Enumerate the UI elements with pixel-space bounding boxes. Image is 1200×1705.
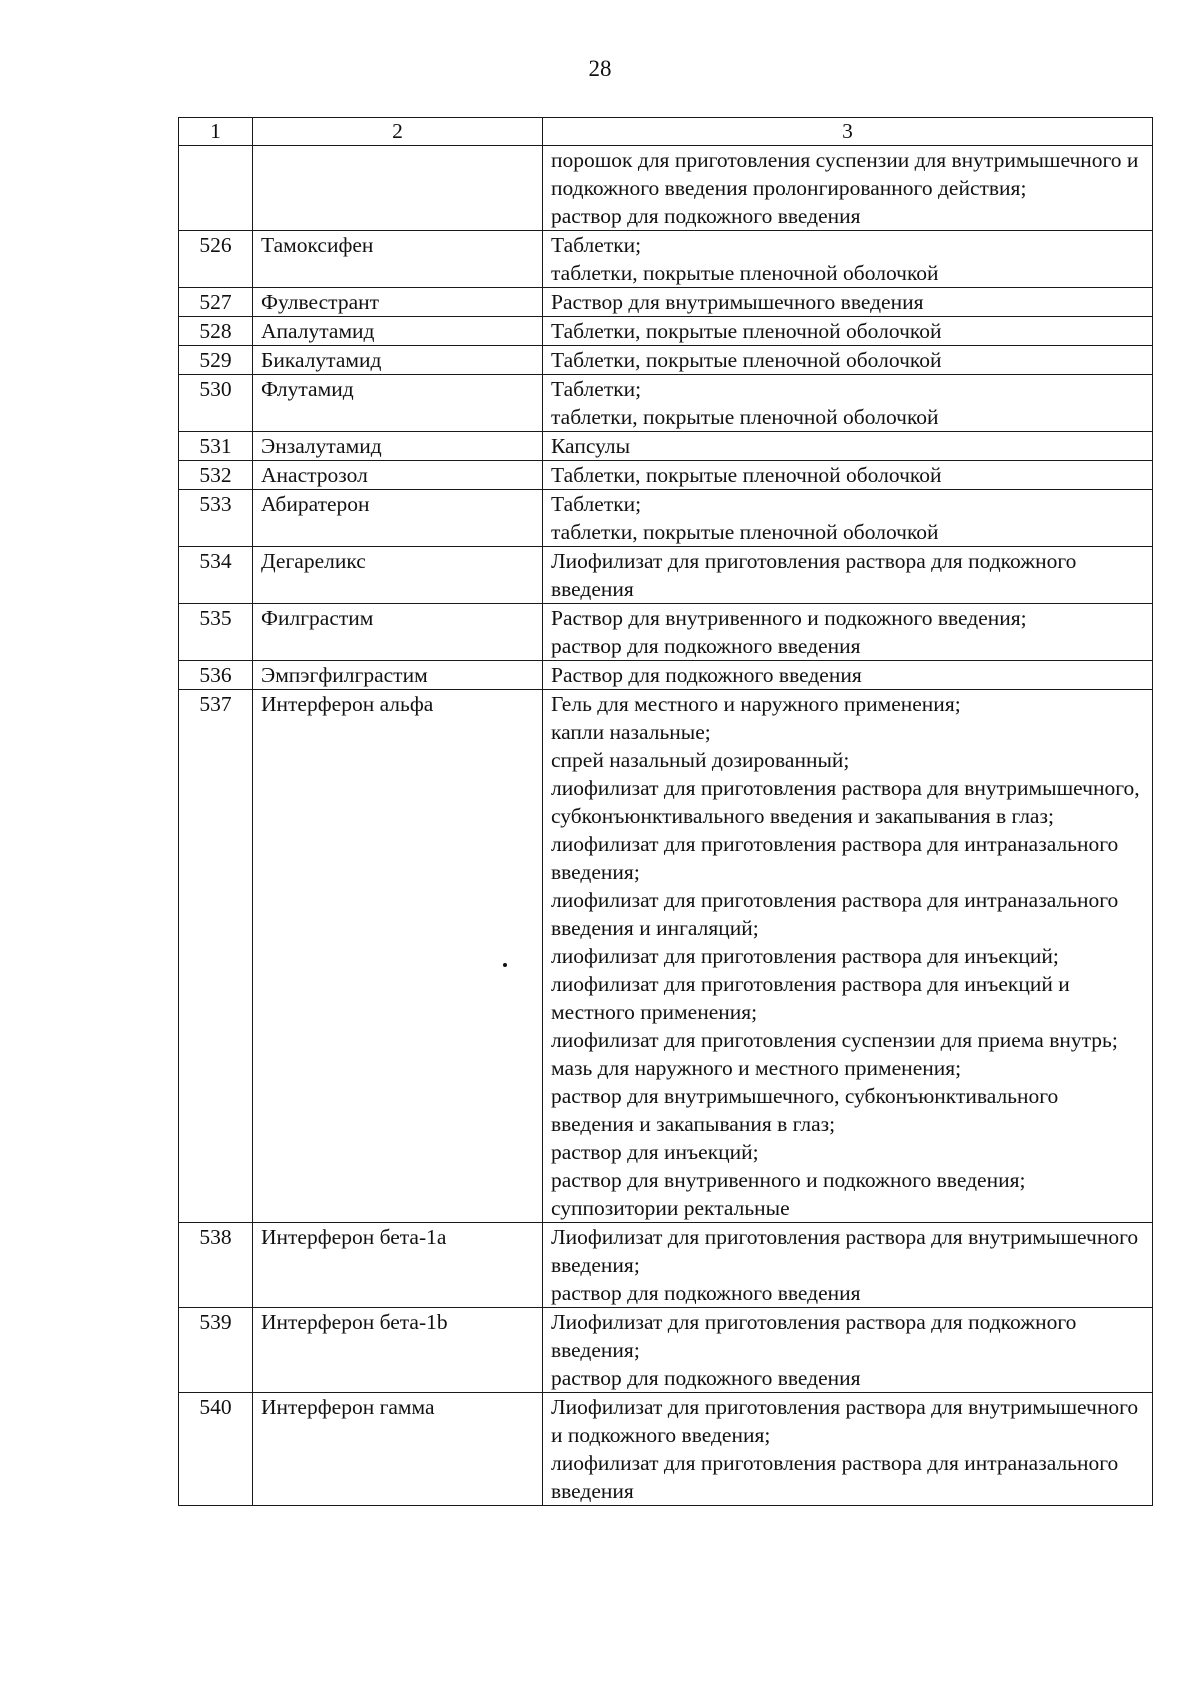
dosage-forms: Гель для местного и наружного применения; капли назальные; спрей назальный дозированный; лиофилизат для приготовления раствора для внутримышечного, субконъюнктивального введения и закапывания в глаз; лиофилизат для приготовления раствора для интраназального введения; лиофилизат для приготовления раствора для интраназального введения и ингаляций; лиофилизат для приготовления раствора для инъекций; лиофилизат для приготовления раствора для инъекций и местного применения; лиофилизат для приготовления суспензии для приема внутрь; мазь для наружного и местного применения; раствор для внутримышечного, субконъюнктивального введения и закапывания в глаз; раствор для инъекций; раствор для внутривенного и подкожного введения; суппозитории ректальные	[543, 690, 1153, 1223]
header-col-2: 2	[253, 118, 543, 146]
table-row	[179, 146, 1153, 231]
drug-name: Бикалутамид	[253, 346, 543, 375]
drug-name: Энзалутамид	[253, 432, 543, 461]
row-number: 539	[179, 1308, 253, 1393]
dosage-forms: Капсулы	[543, 432, 1153, 461]
row-number: 537	[179, 690, 253, 1223]
drug-name: Абиратерон	[253, 490, 543, 547]
row-number: 540	[179, 1393, 253, 1506]
drug-name: Фулвестрант	[253, 288, 543, 317]
row-number: 531	[179, 432, 253, 461]
dosage-forms: Таблетки, покрытые пленочной оболочкой	[543, 346, 1153, 375]
page-number: 28	[588, 56, 612, 81]
row-number: 534	[179, 547, 253, 604]
row-number: 538	[179, 1223, 253, 1308]
drug-name: Эмпэгфилграстим	[253, 661, 543, 690]
drug-name: Интерферон альфа	[253, 690, 543, 1223]
table-row	[179, 432, 1153, 461]
dosage-forms: Раствор для внутривенного и подкожного введения; раствор для подкожного введения	[543, 604, 1153, 661]
table-row	[179, 461, 1153, 490]
dosage-forms: Таблетки; таблетки, покрытые пленочной оболочкой	[543, 375, 1153, 432]
table-row	[179, 690, 1153, 1223]
dosage-forms: Таблетки; таблетки, покрытые пленочной оболочкой	[543, 490, 1153, 547]
table-row	[179, 490, 1153, 547]
row-number: 533	[179, 490, 253, 547]
row-number: 532	[179, 461, 253, 490]
dosage-forms: Лиофилизат для приготовления раствора для подкожного введения	[543, 547, 1153, 604]
drug-name: Интерферон бета-1b	[253, 1308, 543, 1393]
dosage-forms: Лиофилизат для приготовления раствора для подкожного введения; раствор для подкожного введения	[543, 1308, 1153, 1393]
drug-name: Интерферон гамма	[253, 1393, 543, 1506]
dosage-forms: Лиофилизат для приготовления раствора для внутримышечного введения; раствор для подкожного введения	[543, 1223, 1153, 1308]
row-number: 536	[179, 661, 253, 690]
drug-name: Апалутамид	[253, 317, 543, 346]
row-number: 535	[179, 604, 253, 661]
table-row	[179, 604, 1153, 661]
table-row	[179, 1308, 1153, 1393]
dosage-forms: Лиофилизат для приготовления раствора для внутримышечного и подкожного введения; лиофилизат для приготовления раствора для интраназального введения	[543, 1393, 1153, 1506]
table-row	[179, 1393, 1153, 1506]
table-row	[179, 231, 1153, 288]
dosage-forms: Таблетки, покрытые пленочной оболочкой	[543, 461, 1153, 490]
table-row	[179, 317, 1153, 346]
table-row	[179, 346, 1153, 375]
table-row	[179, 661, 1153, 690]
table-row	[179, 288, 1153, 317]
dosage-forms: Таблетки; таблетки, покрытые пленочной оболочкой	[543, 231, 1153, 288]
drug-name: Тамоксифен	[253, 231, 543, 288]
row-number: 529	[179, 346, 253, 375]
header-col-1: 1	[179, 118, 253, 146]
table-row	[179, 375, 1153, 432]
table-row	[179, 547, 1153, 604]
dosage-forms: Раствор для подкожного введения	[543, 661, 1153, 690]
dosage-forms: порошок для приготовления суспензии для внутримышечного и подкожного введения пролонгированного действия; раствор для подкожного введения	[543, 146, 1153, 231]
row-number	[179, 146, 253, 231]
drug-name: Анастрозол	[253, 461, 543, 490]
drug-table	[178, 117, 1153, 1506]
dosage-forms: Таблетки, покрытые пленочной оболочкой	[543, 317, 1153, 346]
dosage-forms: Раствор для внутримышечного введения	[543, 288, 1153, 317]
drug-name: Филграстим	[253, 604, 543, 661]
drug-name	[253, 146, 543, 231]
drug-name: Интерферон бета-1a	[253, 1223, 543, 1308]
table-header-row	[179, 118, 1153, 146]
row-number: 530	[179, 375, 253, 432]
row-number: 528	[179, 317, 253, 346]
row-number: 526	[179, 231, 253, 288]
scan-speck	[503, 963, 507, 967]
header-col-3: 3	[543, 118, 1153, 146]
table-row	[179, 1223, 1153, 1308]
drug-name: Дегареликс	[253, 547, 543, 604]
row-number: 527	[179, 288, 253, 317]
drug-name: Флутамид	[253, 375, 543, 432]
